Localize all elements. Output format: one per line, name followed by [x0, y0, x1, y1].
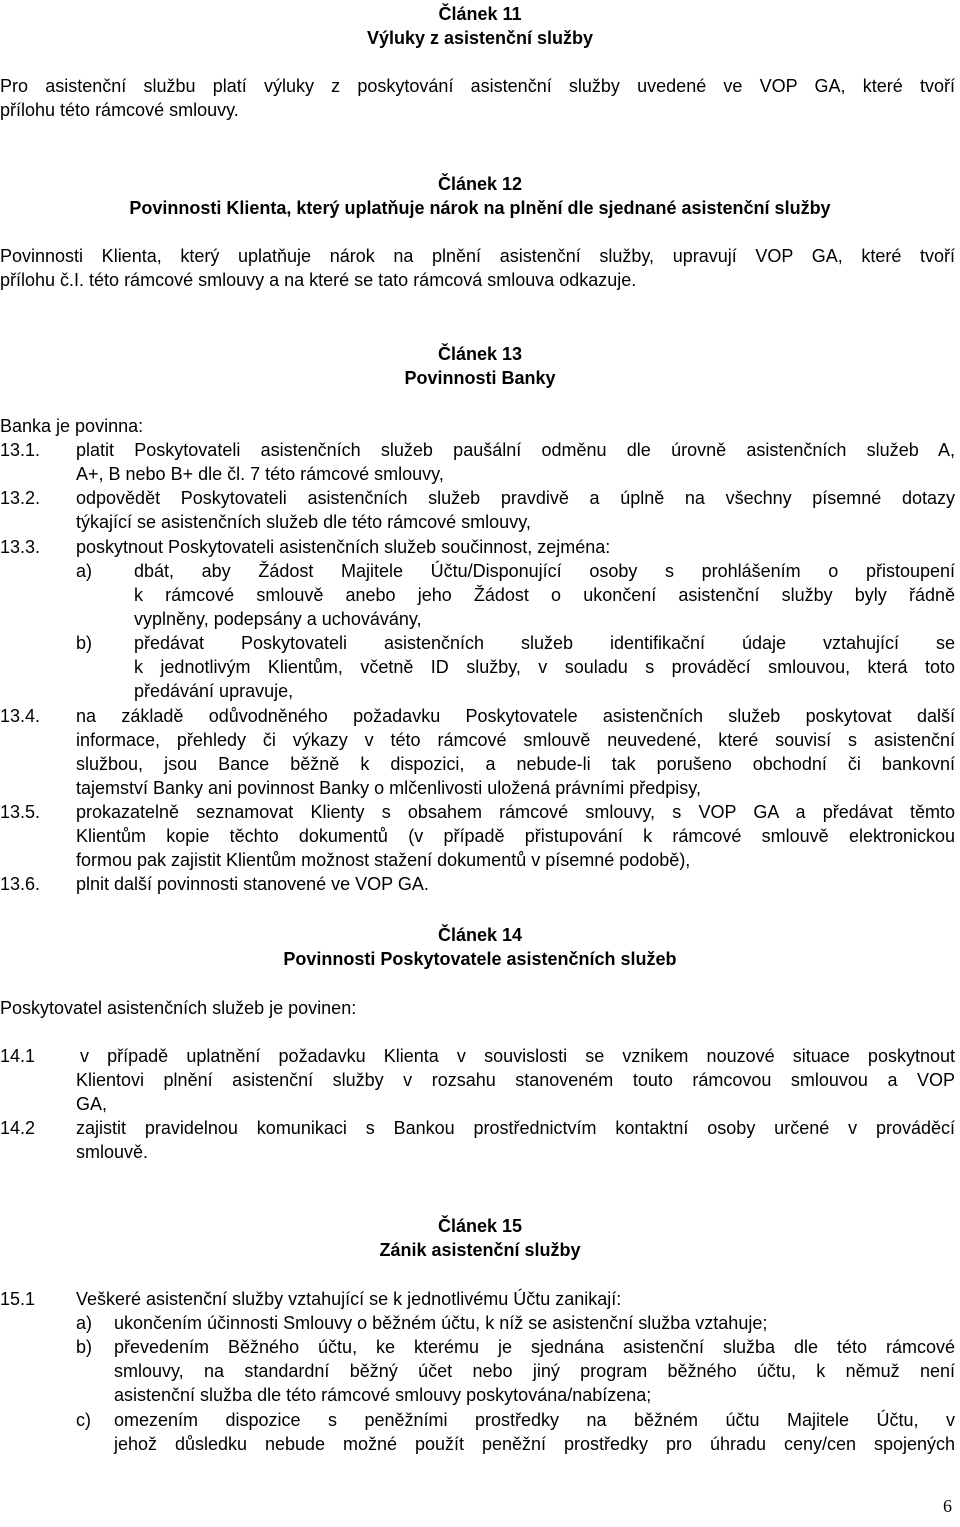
- item-number: 13.3.: [0, 537, 41, 557]
- subitem-label: a): [76, 561, 93, 581]
- item-line: informace, přehledy či výkazy v této rámcové smlouvě neuvedené, které souvisí s asistenční: [76, 730, 955, 750]
- article-11-title: Článek 11: [438, 4, 522, 24]
- item-line: poskytnout Poskytovateli asistenčních služeb součinnost, zejména:: [76, 537, 611, 557]
- subitem-line: smlouvy, na standardní běžný účet nebo jiný program běžného účtu, k němuž není: [114, 1361, 955, 1381]
- article-14-title: Článek 14: [437, 925, 523, 945]
- article-14-intro: Poskytovatel asistenčních služeb je povinen:: [0, 998, 357, 1018]
- article-15-subtitle: Zánik asistenční služby: [379, 1240, 581, 1260]
- item-number: 13.4.: [0, 706, 41, 726]
- subitem-line: asistenční služba dle této rámcové smlouvy poskytována/nabízena;: [114, 1385, 652, 1405]
- item-line: plnit další povinnosti stanovené ve VOP GA.: [76, 874, 429, 894]
- item-number: 13.5.: [0, 802, 41, 822]
- item-line: Veškeré asistenční služby vztahující se k jednotlivému Účtu zanikají:: [76, 1289, 622, 1309]
- subitem-line: předávání upravuje,: [134, 681, 294, 701]
- subitem-line: ukončením účinnosti Smlouvy o běžném účtu, k níž se asistenční služba vztahuje;: [114, 1313, 768, 1333]
- article-11-paragraph-line: přílohu této rámcové smlouvy.: [0, 100, 239, 120]
- item-line: Klientovi plnění asistenční služby v rozsahu stanoveném touto rámcovou smlouvou a VOP: [76, 1070, 955, 1090]
- item-line: GA,: [76, 1094, 108, 1114]
- subitem-label: a): [76, 1313, 93, 1333]
- article-11-subtitle: Výluky z asistenční služby: [366, 28, 594, 48]
- item-line: formou pak zajistit Klientům možnost stažení dokumentů v písemné podobě),: [76, 850, 691, 870]
- subitem-line: omezením dispozice s peněžními prostředky na běžném účtu Majitele Účtu, v: [114, 1410, 955, 1430]
- item-line: zajistit pravidelnou komunikaci s Bankou prostřednictvím kontaktní osoby určené v prováděcí: [76, 1118, 955, 1138]
- item-line: na základě odůvodněného požadavku Poskytovatele asistenčních služeb poskytovat další: [76, 706, 955, 726]
- item-line: smlouvě.: [76, 1142, 149, 1162]
- item-number: 15.1: [0, 1289, 36, 1309]
- subitem-line: k rámcové smlouvě anebo jeho Žádost o ukončení asistenční služby byly řádně: [134, 585, 955, 605]
- subitem-line: převedením Běžného účtu, ke kterému je sjednána asistenční služba dle této rámcové: [114, 1337, 955, 1357]
- item-line: týkající se asistenčních služeb dle této rámcové smlouvy,: [76, 512, 531, 532]
- item-line: službou, jsou Bance běžně k dispozici, a nebude-li tak porušeno obchodní či bankovní: [76, 754, 955, 774]
- item-line: prokazatelně seznamovat Klienty s obsahem rámcové smlouvy, s VOP GA a předávat těmto: [76, 802, 955, 822]
- page-number: 6: [943, 1496, 952, 1516]
- item-number: 14.2: [0, 1118, 36, 1138]
- article-12-paragraph-line: přílohu č.I. této rámcové smlouvy a na které se tato rámcová smlouva odkazuje.: [0, 270, 637, 290]
- subitem-line: k jednotlivým Klientům, včetně ID služby, v souladu s prováděcí smlouvou, která toto: [134, 657, 955, 677]
- subitem-line: vyplněny, podepsány a uchovávány,: [134, 609, 422, 629]
- article-11-paragraph-line: Pro asistenční službu platí výluky z poskytování asistenční služby uvedené ve VOP GA, které tvoří: [0, 76, 955, 96]
- article-12-subtitle: Povinnosti Klienta, který uplatňuje nárok na plnění dle sjednané asistenční služby: [129, 198, 831, 218]
- item-number: 13.6.: [0, 874, 41, 894]
- subitem-label: b): [76, 633, 93, 653]
- item-line: platit Poskytovateli asistenčních služeb paušální odměnu dle úrovně asistenčních služeb A,: [76, 440, 955, 460]
- article-13-subtitle: Povinnosti Banky: [404, 368, 556, 388]
- article-12-title: Článek 12: [437, 174, 523, 194]
- article-15-title: Článek 15: [437, 1216, 523, 1236]
- article-12-paragraph-line: Povinnosti Klienta, který uplatňuje nárok na plnění asistenční služby, upravují VOP GA, které tvoří: [0, 246, 955, 266]
- item-line: v případě uplatnění požadavku Klienta v souvislosti se vznikem nouzové situace poskytnout: [80, 1046, 955, 1066]
- item-number: 13.1.: [0, 440, 41, 460]
- article-13-title: Článek 13: [437, 344, 523, 364]
- item-line: A+, B nebo B+ dle čl. 7 této rámcové smlouvy,: [76, 464, 444, 484]
- subitem-line: dbát, aby Žádost Majitele Účtu/Disponující osoby s prohlášením o přistoupení: [134, 561, 955, 581]
- item-number: 14.1: [0, 1046, 36, 1066]
- item-line: odpovědět Poskytovateli asistenčních služeb pravdivě a úplně na všechny písemné dotazy: [76, 488, 955, 508]
- subitem-line: předávat Poskytovateli asistenčních služeb identifikační údaje vztahující se: [134, 633, 955, 653]
- item-line: Klientům kopie těchto dokumentů (v případě přistupování k rámcové smlouvě elektronickou: [76, 826, 955, 846]
- item-number: 13.2.: [0, 488, 41, 508]
- item-line: tajemství Banky ani povinnost Banky o mlčenlivosti uložená právními předpisy,: [76, 778, 701, 798]
- article-13-intro: Banka je povinna:: [0, 416, 144, 436]
- subitem-line: jehož důsledku nebude možné použít peněžní prostředky pro úhradu ceny/cen spojených: [114, 1434, 955, 1454]
- article-14-subtitle: Povinnosti Poskytovatele asistenčních služeb: [283, 949, 677, 969]
- subitem-label: b): [76, 1337, 93, 1357]
- subitem-label: c): [76, 1410, 91, 1430]
